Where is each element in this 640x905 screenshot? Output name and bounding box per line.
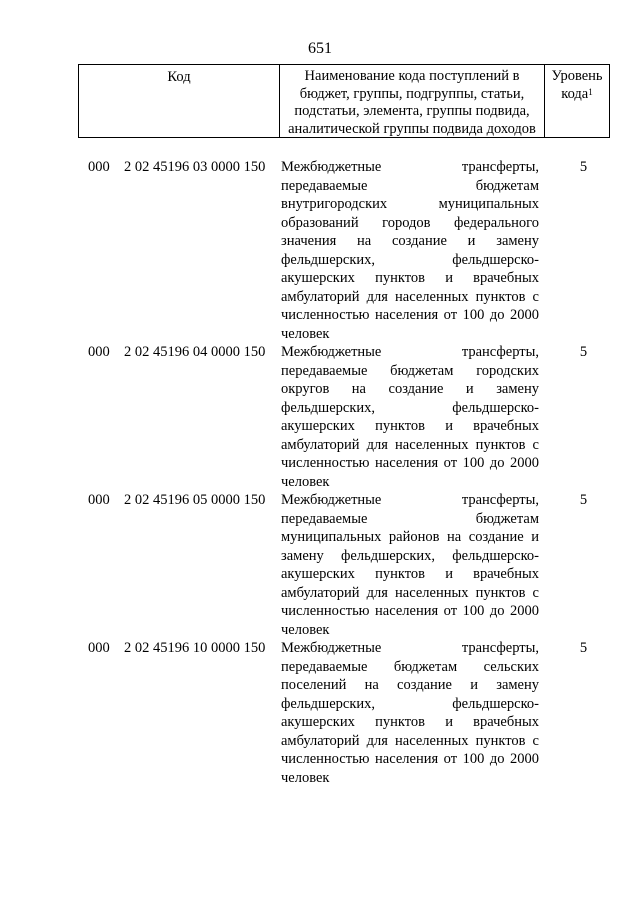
revenue-name-line: акушерских пунктов и врачебных (281, 714, 539, 730)
admin-code: 000 (88, 159, 110, 175)
code-level: 5 (579, 492, 588, 508)
revenue-name-line: человек (281, 473, 330, 490)
revenue-name-line: численностью населения от 100 до 2000 (281, 455, 539, 471)
revenue-name-line: человек (281, 769, 330, 786)
revenue-name-line: значения на создание и замену (281, 233, 539, 249)
revenue-name-line: передаваемые бюджетам сельских (281, 658, 539, 675)
revenue-name-line: человек (281, 325, 330, 342)
revenue-name (278, 491, 539, 639)
revenue-name-line: округов на создание и замену (281, 381, 539, 397)
revenue-name-line: поселений на создание и замену (281, 677, 539, 693)
code-level: 5 (579, 159, 588, 175)
revenue-name-line: акушерских пунктов и врачебных (281, 566, 539, 582)
revenue-code: 2 02 45196 03 0000 150 (124, 159, 266, 175)
header-level (545, 65, 609, 137)
revenue-name-line: человек (281, 621, 330, 638)
revenue-name-line: амбулаторий для населенных пунктов с (281, 584, 539, 601)
revenue-name (278, 639, 539, 787)
revenue-name-line: Межбюджетные трансферты, (281, 159, 539, 175)
revenue-code: 2 02 45196 04 0000 150 (124, 344, 266, 360)
code-level: 5 (579, 640, 588, 656)
revenue-name-line: образований городов федерального (281, 214, 539, 231)
revenue-name-line: Межбюджетные трансферты, (281, 640, 539, 656)
revenue-name-line: передаваемые бюджетам городских (281, 362, 539, 379)
table-row (78, 639, 610, 787)
header-name: Наименование кода поступлений в бюджет, группы, подгруппы, статьи, подстатьи, элемента, группы подвида, аналитической группы подвида доходов (280, 65, 545, 137)
revenue-name-line: фельдшерских, фельдшерско- (281, 251, 539, 268)
table-row (78, 491, 610, 639)
page-number: 651 (308, 40, 332, 57)
admin-code: 000 (88, 344, 110, 360)
revenue-name-line: передаваемые бюджетам (281, 177, 539, 194)
code-level: 5 (579, 344, 588, 360)
revenue-name-line: внутригородских муниципальных (281, 196, 539, 212)
revenue-name-line: муниципальных районов на создание и (281, 529, 539, 545)
revenue-name-line: Межбюджетные трансферты, (281, 492, 539, 508)
revenue-name-line: численностью населения от 100 до 2000 (281, 603, 539, 619)
revenue-codes-table (78, 64, 610, 786)
revenue-name-line: акушерских пунктов и врачебных (281, 418, 539, 434)
table-row (78, 343, 610, 491)
revenue-name-line: фельдшерских, фельдшерско- (281, 695, 539, 712)
revenue-name-line: амбулаторий для населенных пунктов с (281, 732, 539, 749)
revenue-name-line: численностью населения от 100 до 2000 (281, 751, 539, 767)
revenue-name-line: замену фельдшерских, фельдшерско- (281, 547, 539, 564)
revenue-code: 2 02 45196 05 0000 150 (124, 492, 266, 508)
admin-code: 000 (88, 640, 110, 656)
revenue-name-line: передаваемые бюджетам (281, 510, 539, 527)
admin-code: 000 (88, 492, 110, 508)
revenue-name-line: амбулаторий для населенных пунктов с (281, 288, 539, 305)
revenue-name-line: амбулаторий для населенных пунктов с (281, 436, 539, 453)
revenue-name (278, 158, 539, 343)
revenue-name-line: Межбюджетные трансферты, (281, 344, 539, 360)
header-level-footnote: 1 (588, 86, 593, 97)
revenue-name (278, 343, 539, 491)
revenue-name-line: акушерских пунктов и врачебных (281, 270, 539, 286)
table-header (78, 64, 610, 138)
revenue-name-line: численностью населения от 100 до 2000 (281, 307, 539, 323)
revenue-code: 2 02 45196 10 0000 150 (124, 640, 266, 656)
revenue-name-line: фельдшерских, фельдшерско- (281, 399, 539, 416)
header-level-label: Уровень кода (551, 68, 603, 102)
header-code: Код (79, 65, 280, 137)
table-body (78, 158, 610, 787)
table-row (78, 158, 610, 343)
